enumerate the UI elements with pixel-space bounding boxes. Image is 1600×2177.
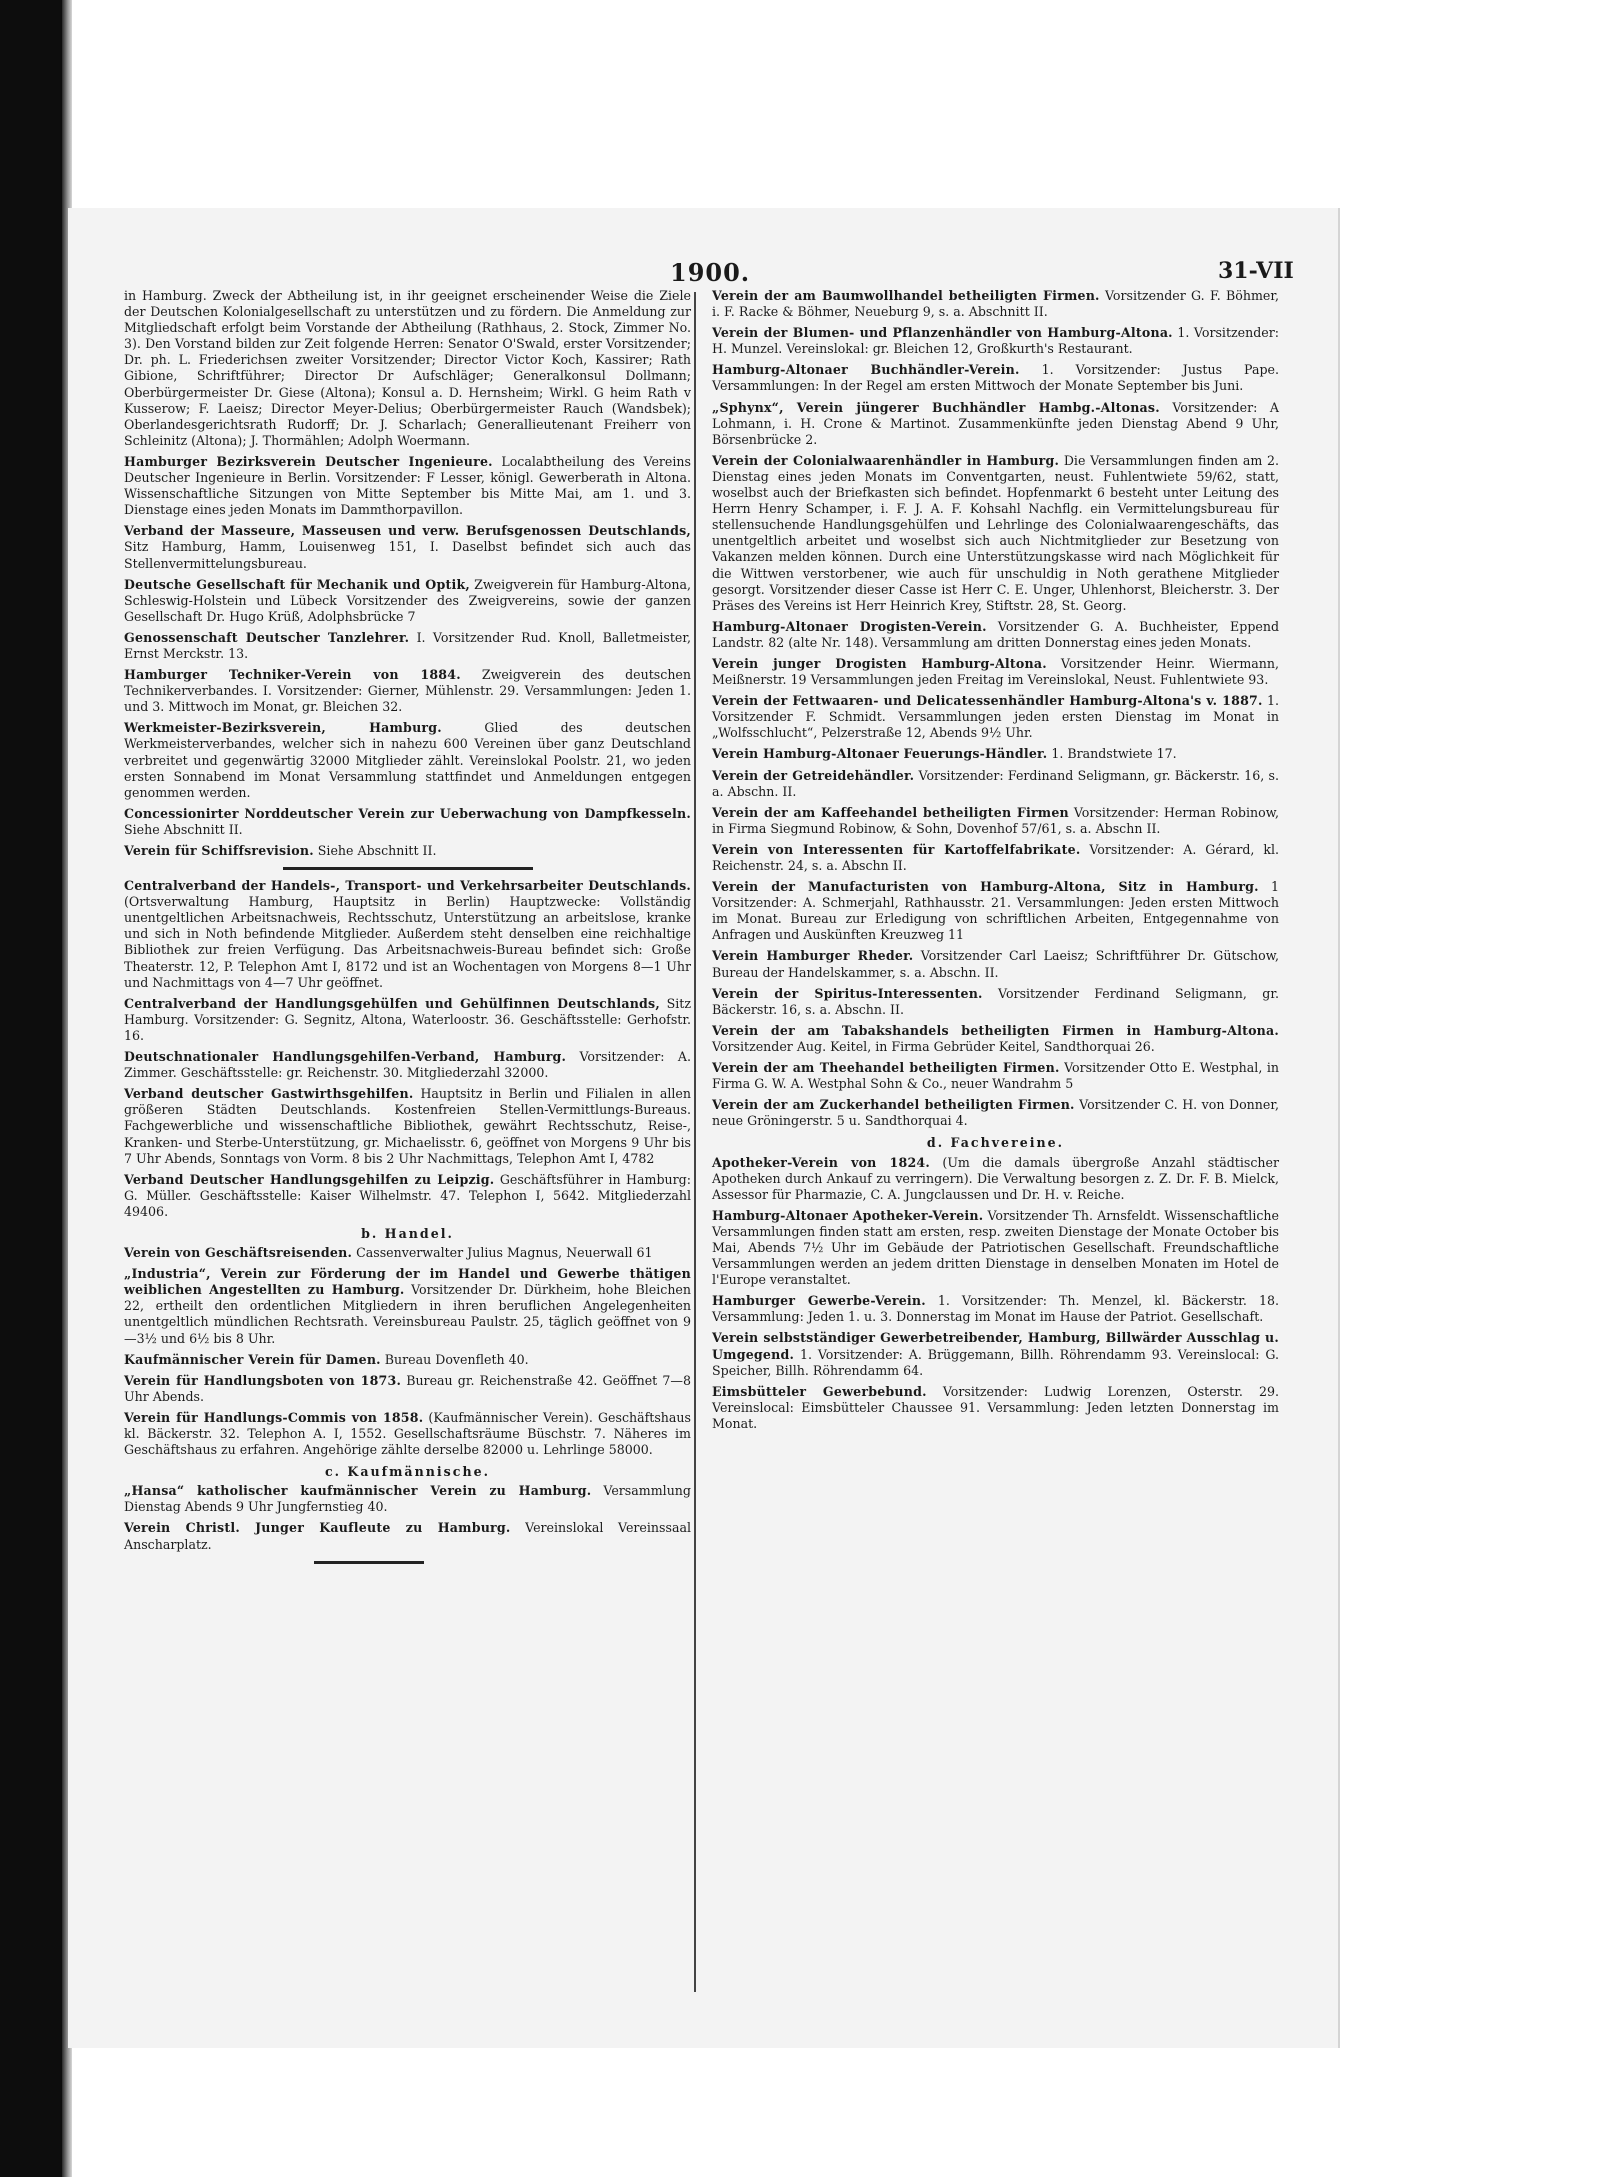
- column-divider: [694, 292, 696, 1992]
- directory-entry: [712, 1293, 1279, 1325]
- entry-heading: Deutsche Gesellschaft für Mechanik und Optik,: [124, 576, 470, 592]
- entry-heading: Hamburg-Altonaer Drogisten-Verein.: [712, 618, 987, 634]
- right-entries-list: [712, 288, 1279, 1129]
- directory-entry: [124, 577, 691, 625]
- entry-text: Siehe Abschnitt II.: [124, 821, 243, 837]
- directory-entry: [712, 693, 1279, 741]
- entry-heading: Verein der am Theehandel betheiligten Firmen.: [712, 1060, 1060, 1076]
- entry-text: Vorsitzender G. F. Böhmer, i. F. Racke & Böhmer, Neueburg 9, s. a. Abschnitt II.: [712, 288, 1279, 320]
- directory-entry: [712, 453, 1279, 614]
- entry-heading: Verein Hamburger Rheder.: [712, 948, 914, 964]
- entry-text: Localabtheilung des Vereins Deutscher Ingenieure in Berlin. Vorsitzender: F Lesser, königl. Gewerberath in Altona. Wissenschaftliche Sitzungen von Mitte September bis Mitte Mai, am 1. und 3. Dienstage eines jeden Monats im Dammthorpavillon.: [124, 453, 691, 518]
- left-entries2-list: [124, 878, 691, 1220]
- entry-heading: Verein für Handlungs-Commis von 1858.: [124, 1409, 424, 1425]
- right-column: [712, 288, 1279, 1437]
- entry-heading: Verein der Manufacturisten von Hamburg-Altona, Sitz in Hamburg.: [712, 879, 1259, 895]
- entry-heading: Hamburger Bezirksverein Deutscher Ingenieure.: [124, 453, 493, 469]
- entry-text: 1 Vorsitzender: A. Schmerjahl, Rathhausstr. 21. Versammlungen: Jeden ersten Mittwoch im Monat. Bureau zur Erledigung von schriftlichen Arbeiten, Entgegennahme von Anfragen und Auskünften Kreuzweg 11: [712, 879, 1279, 943]
- entry-text: Vorsitzender Dr. Dürkheim, hohe Bleichen 22, ertheilt den ordentlichen Mitgliedern in ihren beruflichen Angelegenheiten unentgeltlich mündlichen Rechtsrath. Vereinsbureau Paulstr. 25, täglich geöffnet von 9—3½ und 6½ bis 8 Uhr.: [124, 1282, 691, 1346]
- entry-text: Glied des deutschen Werkmeisterverbandes, welcher sich in nahezu 600 Vereinen über ganz Deutschland verbreitet und gegenwärtig 32000 Mitglieder zählt. Vereinslokal Poolstr. 21, wo jeden ersten Sonnabend im Monat Versammlung stattfindet und Anmeldungen entgegen genommen werden.: [124, 720, 692, 800]
- entry-text: Versammlung Dienstag Abends 9 Uhr Jungfernstieg 40.: [124, 1483, 691, 1515]
- entry-text: 1. Vorsitzender: H. Munzel. Vereinslokal: gr. Bleichen 12, Großkurth's Restaurant.: [712, 325, 1280, 357]
- section-rule: [283, 867, 533, 870]
- entry-text: 1. Vorsitzender F. Schmidt. Versammlungen jeden ersten Dienstag im Monat in „Wolfsschlucht“, Pelzerstraße 12, Abends 9½ Uhr.: [712, 693, 1280, 741]
- directory-entry: [712, 1384, 1279, 1432]
- entry-text: Zweigverein für Hamburg-Altona, Schleswig-Holstein und Lübeck Vorsitzender des Zweigvereins, sowie der ganzen Gesellschaft Dr. Hugo Krüß, Adolphsbrücke 7: [124, 576, 691, 624]
- directory-entry: [712, 325, 1279, 357]
- directory-entry: [712, 948, 1279, 980]
- entry-heading: Verband Deutscher Handlungsgehilfen zu Leipzig.: [124, 1171, 495, 1187]
- entry-text: Vorsitzender C. H. von Donner, neue Gröningerstr. 5 u. Sandthorquai 4.: [712, 1097, 1279, 1129]
- directory-entry: [124, 1373, 691, 1405]
- entry-heading: Verein von Interessenten für Kartoffelfabrikate.: [712, 841, 1081, 857]
- section-b-list: [124, 1245, 691, 1458]
- directory-entry: [712, 288, 1279, 320]
- entry-heading: Verein der Spiritus-Interessenten.: [712, 985, 983, 1001]
- entry-text: Vorsitzender G. A. Buchheister, Eppend Landstr. 82 (alte Nr. 148). Versammlung am dritten Donnerstag eines jeden Monats.: [712, 618, 1280, 650]
- entry-text: Vorsitzender Ferdinand Seligmann, gr. Bäckerstr. 16, s. a. Abschn. II.: [712, 985, 1279, 1017]
- entry-heading: Verein der am Kaffeehandel betheiligten Firmen: [712, 804, 1069, 820]
- entry-heading: „Industria“, Verein zur Förderung der im Handel und Gewerbe thätigen weiblichen Angestellten zu Hamburg.: [124, 1266, 691, 1298]
- directory-entry: [712, 1330, 1279, 1378]
- entry-heading: Werkmeister-Bezirksverein, Hamburg.: [124, 720, 442, 736]
- end-rule: [314, 1561, 424, 1564]
- directory-entry: [712, 1023, 1279, 1055]
- entry-heading: „Hansa“ katholischer kaufmännischer Verein zu Hamburg.: [124, 1483, 592, 1499]
- entry-text: Vorsitzender: Herman Robinow, in Firma Siegmund Robinow, & Sohn, Dovenhof 57/61, s. a. Abschn II.: [712, 804, 1280, 836]
- entry-text: 1. Vorsitzender: Th. Menzel, kl. Bäckerstr. 18. Versammlung: Jeden 1. u. 3. Donnerstag im Monat im Hause der Patriot. Gesellschaft.: [712, 1293, 1279, 1325]
- entry-text: Hauptsitz in Berlin und Filialen in allen größeren Städten Deutschlands. Kostenfreien Stellen-Vermittlungs-Bureaus. Fachgewerbliche und wissenschaftliche Bibliothek, gewährt Rechtsschutz, Reise-, Kranken- und Sterbe-Unterstützung, gr. Michaelisstr. 6, geöffnet von Morgens 9 Uhr bis 7 Uhr Abends, Sonntags von Vorm. 8 bis 2 Uhr Nachmittags, Telephon Amt I, 4782: [124, 1086, 691, 1166]
- entry-text: Vorsitzender: Ludwig Lorenzen, Osterstr. 29. Vereinslocal: Eimsbütteler Chaussee 91. Versammlung: Jeden letzten Donnerstag im Monat.: [712, 1383, 1279, 1431]
- directory-entry: [124, 996, 691, 1044]
- directory-entry: [712, 805, 1279, 837]
- entry-heading: Verein der am Zuckerhandel betheiligten Firmen.: [712, 1097, 1075, 1113]
- entry-heading: Hamburg-Altonaer Apotheker-Verein.: [712, 1207, 984, 1223]
- page-year: 1900.: [670, 258, 751, 287]
- directory-entry: [124, 1086, 691, 1166]
- entry-heading: Verein für Handlungsboten von 1873.: [124, 1372, 402, 1388]
- directory-entry: [712, 746, 1279, 762]
- book-binding-shadow: [0, 0, 65, 2177]
- directory-entry: [124, 630, 691, 662]
- entry-text: 1. Brandstwiete 17.: [1047, 746, 1177, 762]
- entry-heading: Kaufmännischer Verein für Damen.: [124, 1351, 381, 1367]
- entry-text: Vorsitzender Heinr. Wiermann, Meißnerstr. 19 Versammlungen jeden Freitag im Vereinslokal, Neust. Fuhlentwiete 93.: [712, 655, 1279, 688]
- entry-heading: Genossenschaft Deutscher Tanzlehrer.: [124, 629, 410, 645]
- entry-text: (Um die damals übergroße Anzahl städtischer Apotheken durch Ankauf zu verringern). Die Verwaltung besorgen z. Z. Dr. F. B. Mielck, Assessor für Pharmazie, C. A. Jungclaussen und Dr. H. v. Reiche.: [712, 1154, 1279, 1202]
- directory-entry: [712, 879, 1279, 943]
- directory-entry: [124, 1410, 691, 1458]
- directory-entry: [712, 986, 1279, 1018]
- directory-entry: [712, 400, 1279, 448]
- directory-entry: [712, 619, 1279, 651]
- left-entries-list: [124, 454, 691, 859]
- directory-entry: [124, 454, 691, 518]
- section-heading-c: c. Kaufmännische.: [324, 1464, 490, 1480]
- entry-text: I. Vorsitzender Rud. Knoll, Balletmeister, Ernst Merckstr. 13.: [124, 629, 691, 661]
- directory-entry: [712, 1155, 1279, 1203]
- entry-text: Sitz Hamburg, Hamm, Louisenweg 151, I. Daselbst befindet sich auch das Stellenvermittelungsbureau.: [124, 539, 691, 571]
- entry-heading: Verein Hamburg-Altonaer Feuerungs-Händler.: [712, 746, 1048, 762]
- entry-heading: Deutschnationaler Handlungsgehilfen-Verband, Hamburg.: [124, 1049, 567, 1065]
- left-column: [124, 288, 691, 1564]
- entry-heading: Verein der am Tabakshandels betheiligten Firmen in Hamburg-Altona.: [712, 1022, 1279, 1038]
- directory-entry: [712, 1097, 1279, 1129]
- directory-entry: [712, 656, 1279, 688]
- entry-heading: Verein von Geschäftsreisenden.: [124, 1245, 353, 1261]
- section-heading-b: b. Handel.: [361, 1225, 454, 1241]
- entry-heading: Verband deutscher Gastwirthsgehilfen.: [124, 1086, 414, 1102]
- directory-entry: [124, 878, 691, 991]
- directory-entry: [124, 1245, 691, 1261]
- directory-entry: [124, 720, 691, 800]
- entry-text: Sitz Hamburg. Vorsitzender: G. Segnitz, Altona, Waterloostr. 36. Geschäftsstelle: Gerhofstr. 16.: [124, 995, 691, 1043]
- directory-entry: [124, 806, 691, 838]
- entry-heading: Verein junger Drogisten Hamburg-Altona.: [712, 655, 1047, 671]
- entry-text: Vorsitzender Th. Arnsfeldt. Wissenschaftliche Versammlungen finden statt am ersten, resp. zweiten Dienstage der Monate October bis Mai, Abends 7½ Uhr im Gebäude der Patriotischen Gesellschaft. Freundschaftliche Versammlungen werden an jedem dritten Dienstage in denselben Monaten im Hotel de l'Europe veranstaltet.: [712, 1207, 1279, 1288]
- entry-heading: „Sphynx“, Verein jüngerer Buchhändler Hambg.-Altonas.: [712, 399, 1160, 415]
- directory-entry: [712, 1060, 1279, 1092]
- entry-text: Vereinslokal Vereinssaal Anscharplatz.: [124, 1520, 691, 1552]
- entry-text: Siehe Abschnitt II.: [313, 843, 437, 858]
- entry-text: Vorsitzender: A. Zimmer. Geschäftsstelle: gr. Reichenstr. 30. Mitgliederzahl 32000.: [124, 1049, 691, 1081]
- entry-heading: Hamburger Techniker-Verein von 1884.: [124, 667, 461, 683]
- intro-paragraph: in Hamburg. Zweck der Abtheilung ist, in ihr geeignet erscheinender Weise die Ziele der Deutschen Kolonialgesellschaft zu unterstützen und zu fördern. Die Anmeldung zur Mitgliedschaft erfolgt beim Vorstande der Abtheilung (Rathhaus, 2. Stock, Zimmer No. 3). Den Vorstand bilden zur Zeit folgende Herren: Senator O'Swald, erster Vorsitzender; Dr. ph. L. Friederichsen zweiter Vorsitzender; Director Victor Koch, Kassirer; Rath Gibione, Schriftführer; Director Dr Aufschläger; Generalkonsul Dollmann; Oberbürgermeister Dr. Giese (Altona); Konsul a. D. Hernsheim; Wirkl. G heim Rath v Kusserow; F. Laeisz; Director Meyer-Delius; Oberbürgermeister Rauch (Wandsbek); Oberlandesgerichtsrath Rudorff; Dr. J. Scharlach; Generallieutenant Freiherr von Schleinitz (Altona); J. Thormählen; Adolph Woermann.: [124, 288, 691, 448]
- entry-heading: Eimsbütteler Gewerbebund.: [712, 1383, 927, 1399]
- directory-entry: [124, 843, 691, 859]
- entry-text: (Ortsverwaltung Hamburg, Hauptsitz in Berlin) Hauptzwecke: Vollständig unentgeltlichen Arbeitsnachweis, Rechtsschutz, Unterstützung an arbeitslose, kranke und sich in Noth befindende Mitglieder. Außerdem steht denselben eine reichhaltige Bibliothek zur freien Verfügung. Das Arbeitsnachweis-Bureau befindet sich: Große Theaterstr. 12, P. Telephon Amt I, 8172 und ist an Wochentagen von Morgens 8—1 Uhr und Nachmittags von 4—7 Uhr geöffnet.: [124, 894, 691, 990]
- page-number: 31-VII: [1218, 258, 1294, 284]
- directory-entry: [124, 1049, 691, 1081]
- entry-heading: Centralverband der Handlungsgehülfen und Gehülfinnen Deutschlands,: [124, 995, 660, 1011]
- entry-text: Bureau Dovenfleth 40.: [380, 1351, 529, 1367]
- entry-text: Vorsitzender Otto E. Westphal, in Firma G. W. A. Westphal Sohn & Co., neuer Wandrahm 5: [712, 1060, 1279, 1092]
- entry-heading: Verein für Schiffsrevision.: [124, 843, 314, 858]
- entry-heading: Verein selbstständiger Gewerbetreibender, Hamburg, Billwärder Ausschlag u. Umgegend.: [712, 1330, 1279, 1362]
- directory-entry: [124, 1172, 691, 1220]
- entry-heading: Centralverband der Handels-, Transport- und Verkehrsarbeiter Deutschlands.: [124, 878, 691, 894]
- directory-entry: [124, 1352, 691, 1368]
- entry-text: 1. Vorsitzender: Justus Pape. Versammlungen: In der Regel am ersten Mittwoch der Monate September bis Juni.: [712, 362, 1279, 394]
- entry-heading: Verein der Getreidehändler.: [712, 767, 915, 783]
- directory-entry: [712, 362, 1279, 394]
- directory-entry: [124, 1520, 691, 1552]
- entry-heading: Verein der Fettwaaren- und Delicatessenhändler Hamburg-Altona's v. 1887.: [712, 693, 1263, 709]
- entry-text: Vorsitzender: Ferdinand Seligmann, gr. Bäckerstr. 16, s. a. Abschn. II.: [712, 767, 1279, 799]
- entry-text: Cassenverwalter Julius Magnus, Neuerwall 61: [352, 1245, 653, 1261]
- entry-text: Bureau gr. Reichenstraße 42. Geöffnet 7—8 Uhr Abends.: [124, 1372, 691, 1404]
- entry-heading: Verein der am Baumwollhandel betheiligten Firmen.: [712, 288, 1100, 303]
- entry-text: Vorsitzender Aug. Keitel, in Firma Gebrüder Keitel, Sandthorquai 26.: [712, 1038, 1155, 1054]
- entry-text: (Kaufmännischer Verein). Geschäftshaus kl. Bäckerstr. 32. Telephon A. I, 1552. Gesellschaftsräume Büschstr. 7. Näheres im Geschäftshaus zu erfahren. Angehörige zählte derselbe 82000 u. Lehrlinge 58000.: [124, 1409, 691, 1458]
- directory-entry: [124, 523, 691, 571]
- entry-heading: Apotheker-Verein von 1824.: [712, 1154, 930, 1170]
- section-d-list: [712, 1155, 1279, 1433]
- entry-heading: Concessionirter Norddeutscher Verein zur Ueberwachung von Dampfkesseln.: [124, 805, 691, 821]
- entry-heading: Verein Christl. Junger Kaufleute zu Hamburg.: [124, 1520, 511, 1536]
- entry-heading: Hamburger Gewerbe-Verein.: [712, 1293, 926, 1309]
- directory-entry: [124, 1483, 691, 1515]
- entry-heading: Verein der Colonialwaarenhändler in Hamburg.: [712, 452, 1060, 468]
- entry-heading: Hamburg-Altonaer Buchhändler-Verein.: [712, 362, 1020, 378]
- directory-entry: [124, 667, 691, 715]
- directory-entry: [124, 1266, 691, 1346]
- directory-entry: [712, 842, 1279, 874]
- entry-text: Zweigverein des deutschen Technikerverbandes. I. Vorsitzender: Gierner, Mühlenstr. 29. Versammlungen: Jeden 1. und 3. Mittwoch im Monat, gr. Bleichen 32.: [124, 667, 691, 715]
- section-heading-d: d. Fachvereine.: [926, 1135, 1065, 1151]
- section-c-list: [124, 1483, 691, 1552]
- entry-text: Geschäftsführer in Hamburg: G. Müller. Geschäftsstelle: Kaiser Wilhelmstr. 47. Telephon I, 5642. Mitgliederzahl 49406.: [124, 1171, 691, 1219]
- entry-text: Vorsitzender: A Lohmann, i. H. Crone & Martinot. Zusammenkünfte jeden Dienstag Abend 9 Uhr, Börsenbrücke 2.: [712, 399, 1279, 447]
- entry-text: Die Versammlungen finden am 2. Dienstag eines jeden Monats im Conventgarten, neust. Fuhlentwiete 59/62, statt, woselbst auch der Briefkasten sich befindet. Hopfenmarkt 6 besteht unter Leitung des Herrn Henry Schamper, i. F. J. A. F. Kohsahl Nachflg. ein Vermittelungsbureau für stellensuchende Handlungsgehülfen und Lehrlinge des Colonialwaarengeschäfts, das unentgeltlich arbeitet und woselbst sich auch Nichtmitglieder zur Besetzung von Vakanzen melden können. Durch eine Unterstützungskasse wird nach Möglichkeit für die Wittwen verstorbener, wie auch für unschuldig in Noth gerathene Mitglieder gesorgt. Vorsitzender dieser Casse ist Herr C. E. Unger, Uhlenhorst, Bleicherstr. 3. Der Präses des Vereins ist Herr Heinrich Krey, Stiftstr. 28, St. Georg.: [712, 452, 1279, 613]
- directory-entry: [712, 768, 1279, 800]
- entry-heading: Verband der Masseure, Masseusen und verw. Berufsgenossen Deutschlands,: [124, 523, 691, 539]
- directory-entry: [712, 1208, 1279, 1288]
- entry-heading: Verein der Blumen- und Pflanzenhändler von Hamburg-Altona.: [712, 325, 1173, 341]
- entry-text: 1. Vorsitzender: A. Brüggemann, Billh. Röhrendamm 93. Vereinslocal: G. Speicher, Billh. Röhrendamm 64.: [712, 1346, 1279, 1378]
- entry-text: Vorsitzender: A. Gérard, kl. Reichenstr. 24, s. a. Abschn II.: [712, 841, 1279, 873]
- entry-text: Vorsitzender Carl Laeisz; Schriftführer Dr. Gütschow, Bureau der Handelskammer, s. a. Abschn. II.: [712, 948, 1279, 980]
